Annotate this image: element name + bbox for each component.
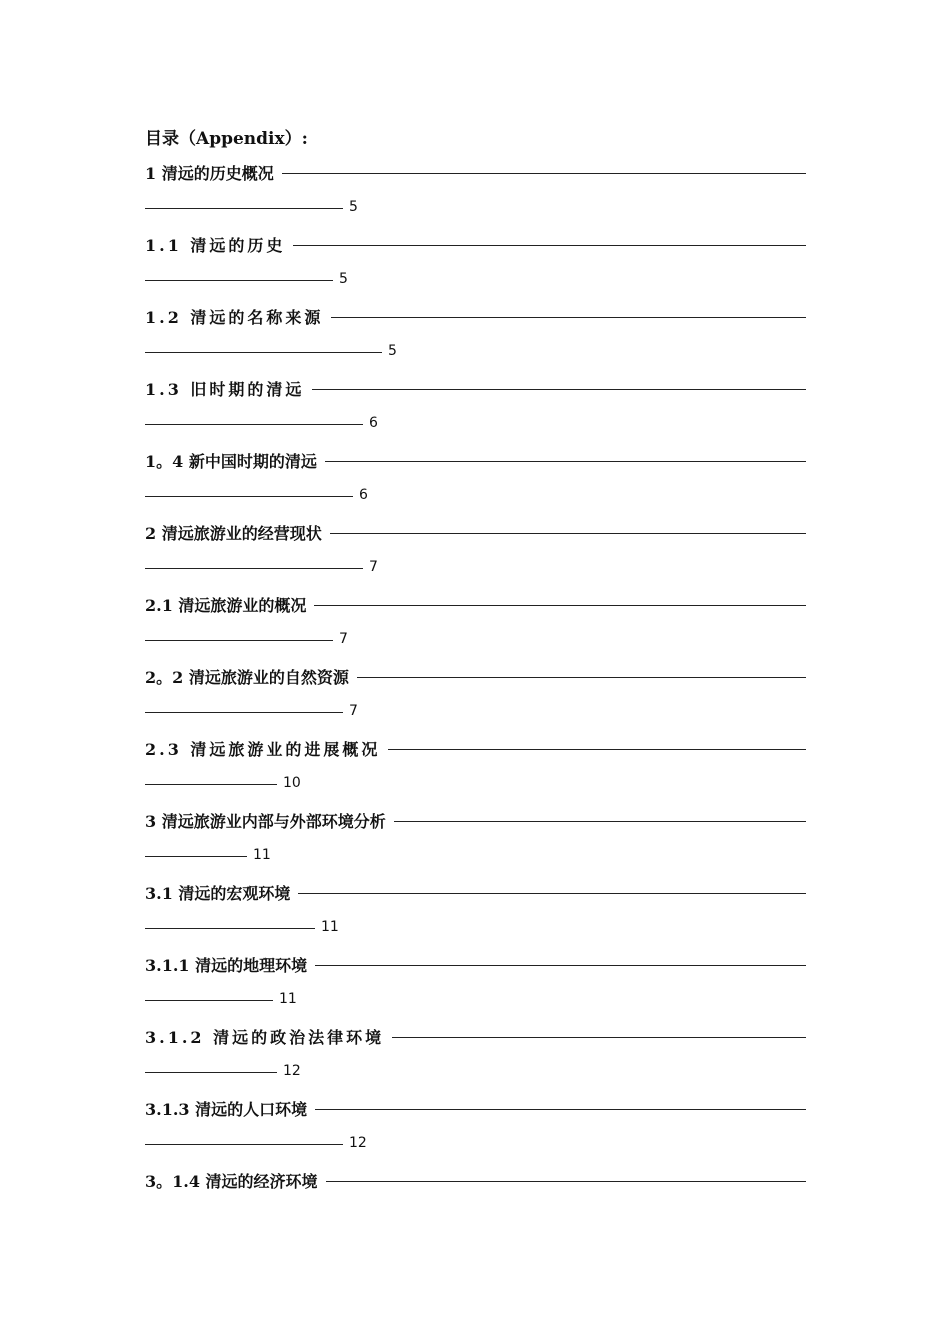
toc-leader-line: [312, 389, 806, 390]
toc-entry-heading-line: [145, 808, 806, 832]
toc-entry-label: 3.1 清远的宏观环境: [145, 883, 291, 903]
toc-entry-continuation-line: [145, 989, 297, 1009]
toc-entry[interactable]: [145, 592, 806, 652]
toc-leader-line: [145, 424, 363, 425]
toc-leader-line: [145, 280, 333, 281]
toc-entry[interactable]: [145, 1096, 806, 1156]
toc-page-number: 7: [349, 703, 358, 719]
toc-leader-line: [392, 1037, 806, 1038]
toc-entry-label: 2.3 清远旅游业的进展概况: [145, 739, 381, 759]
toc-entry-heading-line: [145, 160, 806, 184]
toc-page-number: 5: [388, 343, 397, 359]
toc-leader-line: [357, 677, 806, 678]
toc-leader-line: [315, 1109, 806, 1110]
toc-entry-heading-line: [145, 1096, 806, 1120]
toc-entry[interactable]: [145, 736, 806, 796]
toc-entry-label: 2.1 清远旅游业的概况: [145, 595, 307, 615]
toc-entry-label: 3。1.4 清远的经济环境: [145, 1171, 318, 1191]
toc-entry-continuation-line: [145, 341, 397, 361]
toc-leader-line: [145, 568, 363, 569]
toc-leader-line: [145, 1000, 273, 1001]
toc-page-number: 6: [369, 415, 378, 431]
toc-page-number: 7: [369, 559, 378, 575]
toc-entry[interactable]: [145, 520, 806, 580]
toc-leader-line: [293, 245, 806, 246]
toc-title: 目录（Appendix）:: [145, 129, 308, 149]
toc-leader-line: [145, 352, 382, 353]
toc-leader-line: [314, 605, 806, 606]
toc-entry-continuation-line: [145, 197, 358, 217]
toc-leader-line: [145, 640, 333, 641]
toc-page-number: 12: [349, 1135, 367, 1151]
toc-entry-label: 3.1.1 清远的地理环境: [145, 955, 308, 975]
toc-leader-line: [394, 821, 806, 822]
toc-leader-line: [145, 928, 315, 929]
toc-entry-continuation-line: [145, 629, 348, 649]
toc-leader-line: [145, 712, 343, 713]
toc-page-number: 11: [279, 991, 297, 1007]
toc-leader-line: [298, 893, 806, 894]
toc-entry-heading-line: [145, 952, 806, 976]
toc-entry-label: 1。4 新中国时期的清远: [145, 451, 317, 471]
toc-entry-heading-line: [145, 880, 806, 904]
toc-entry-label: 1.1 清远的历史: [145, 235, 286, 255]
toc-leader-line: [282, 173, 806, 174]
toc-entry[interactable]: [145, 232, 806, 292]
toc-page-number: 12: [283, 1063, 301, 1079]
toc-leader-line: [331, 317, 806, 318]
toc-entry[interactable]: [145, 1168, 806, 1228]
toc-leader-line: [145, 496, 353, 497]
toc-entry-continuation-line: [145, 485, 368, 505]
toc-entry[interactable]: [145, 304, 806, 364]
toc-entry-heading-line: [145, 1024, 806, 1048]
toc-page-number: 10: [283, 775, 301, 791]
toc-entry-continuation-line: [145, 845, 271, 865]
toc-page-number: 5: [349, 199, 358, 215]
toc-leader-line: [145, 784, 277, 785]
toc-leader-line: [388, 749, 806, 750]
toc-entry-continuation-line: [145, 773, 301, 793]
toc-entry[interactable]: [145, 664, 806, 724]
toc-entry[interactable]: [145, 1024, 806, 1084]
toc-entry-heading-line: [145, 1168, 806, 1192]
toc-entry[interactable]: [145, 376, 806, 436]
toc-entry-label: 1.3 旧时期的清远: [145, 379, 305, 399]
toc-entry-heading-line: [145, 448, 806, 472]
toc-entry-continuation-line: [145, 701, 358, 721]
toc-page-number: 11: [321, 919, 339, 935]
toc-leader-line: [145, 1072, 277, 1073]
toc-entry-label: 3.1.3 清远的人口环境: [145, 1099, 308, 1119]
toc-page-number: 5: [339, 271, 348, 287]
toc-entry[interactable]: [145, 808, 806, 868]
toc-page-number: 7: [339, 631, 348, 647]
toc-leader-line: [145, 1144, 343, 1145]
toc-leader-line: [325, 461, 806, 462]
toc-entry[interactable]: [145, 160, 806, 220]
toc-entry[interactable]: [145, 952, 806, 1012]
toc-leader-line: [145, 208, 343, 209]
toc-entry-label: 3 清远旅游业内部与外部环境分析: [145, 811, 386, 831]
toc-entry[interactable]: [145, 448, 806, 508]
toc-entry-heading-line: [145, 592, 806, 616]
toc-entry-heading-line: [145, 664, 806, 688]
toc-entry-continuation-line: [145, 917, 339, 937]
toc-entry-label: 1 清远的历史概况: [145, 163, 274, 183]
toc-entry-heading-line: [145, 520, 806, 544]
toc-entry-label: 1.2 清远的名称来源: [145, 307, 324, 327]
toc-leader-line: [145, 856, 247, 857]
toc-entry-continuation-line: [145, 413, 378, 433]
toc-page-number: 6: [359, 487, 368, 503]
toc-entry-continuation-line: [145, 269, 348, 289]
toc-entry-label: 2。2 清远旅游业的自然资源: [145, 667, 349, 687]
toc-entry-continuation-line: [145, 557, 378, 577]
toc-entry-heading-line: [145, 232, 806, 256]
toc-entry-heading-line: [145, 736, 806, 760]
toc-entry-label: 3.1.2 清远的政治法律环境: [145, 1027, 385, 1047]
toc-leader-line: [326, 1181, 806, 1182]
toc-entry-label: 2 清远旅游业的经营现状: [145, 523, 322, 543]
toc-entry-continuation-line: [145, 1061, 301, 1081]
toc-entry-continuation-line: [145, 1133, 367, 1153]
toc-leader-line: [330, 533, 806, 534]
toc-entry-heading-line: [145, 304, 806, 328]
toc-entry-heading-line: [145, 376, 806, 400]
toc-leader-line: [315, 965, 806, 966]
toc-entry[interactable]: [145, 880, 806, 940]
toc-page-number: 11: [253, 847, 271, 863]
